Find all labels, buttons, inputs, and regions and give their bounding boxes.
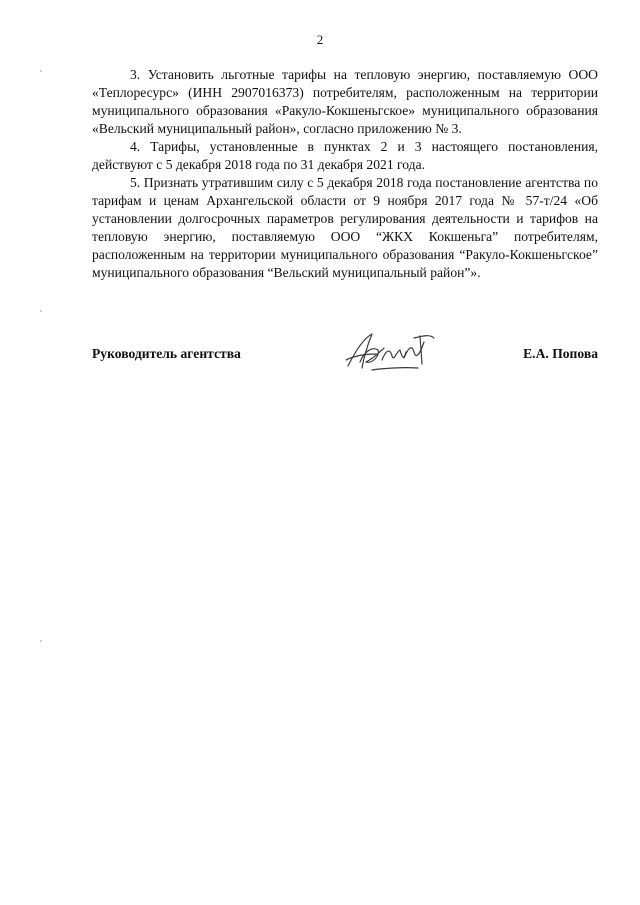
- signature-block: [92, 330, 598, 380]
- scan-speck: [40, 70, 42, 72]
- scan-speck: [40, 640, 42, 642]
- paragraph-4: 4. Тарифы, установленные в пунктах 2 и 3 настоящего постановления, действуют с 5 декабря 2018 года по 31 декабря 2021 года.: [92, 139, 598, 172]
- signer-title: Руководитель агентства: [92, 346, 241, 361]
- paragraph-3: 3. Установить льготные тарифы на тепловую энергию, поставляемую ООО «Теплоресурс» (ИНН 2907016373) потребителям, расположенным на территории муниципального образования «Ракуло-Кокшеньгское» муниципального образования «Вельский муниципальный район», согласно приложению № 3.: [92, 67, 598, 136]
- handwritten-signature: [342, 330, 437, 374]
- page-number: 2: [316, 32, 324, 47]
- paragraph-5: 5. Признать утратившим силу с 5 декабря 2018 года постановление агентства по тарифам и ценам Архангельской области от 9 ноября 2017 года № 57-т/24 «Об установлении долгосрочных параметров регулирования деятельности и тарифов на тепловую энергию, поставляемую ООО “ЖКХ Кокшеньга” потребителям, расположенным на территории муниципального образования “Ракуло-Кокшеньгское” муниципального образования “Вельский муниципальный район”».: [92, 175, 598, 280]
- signer-name: Е.А. Попова: [523, 346, 598, 361]
- scan-speck: [40, 310, 42, 312]
- document-body: [92, 66, 598, 282]
